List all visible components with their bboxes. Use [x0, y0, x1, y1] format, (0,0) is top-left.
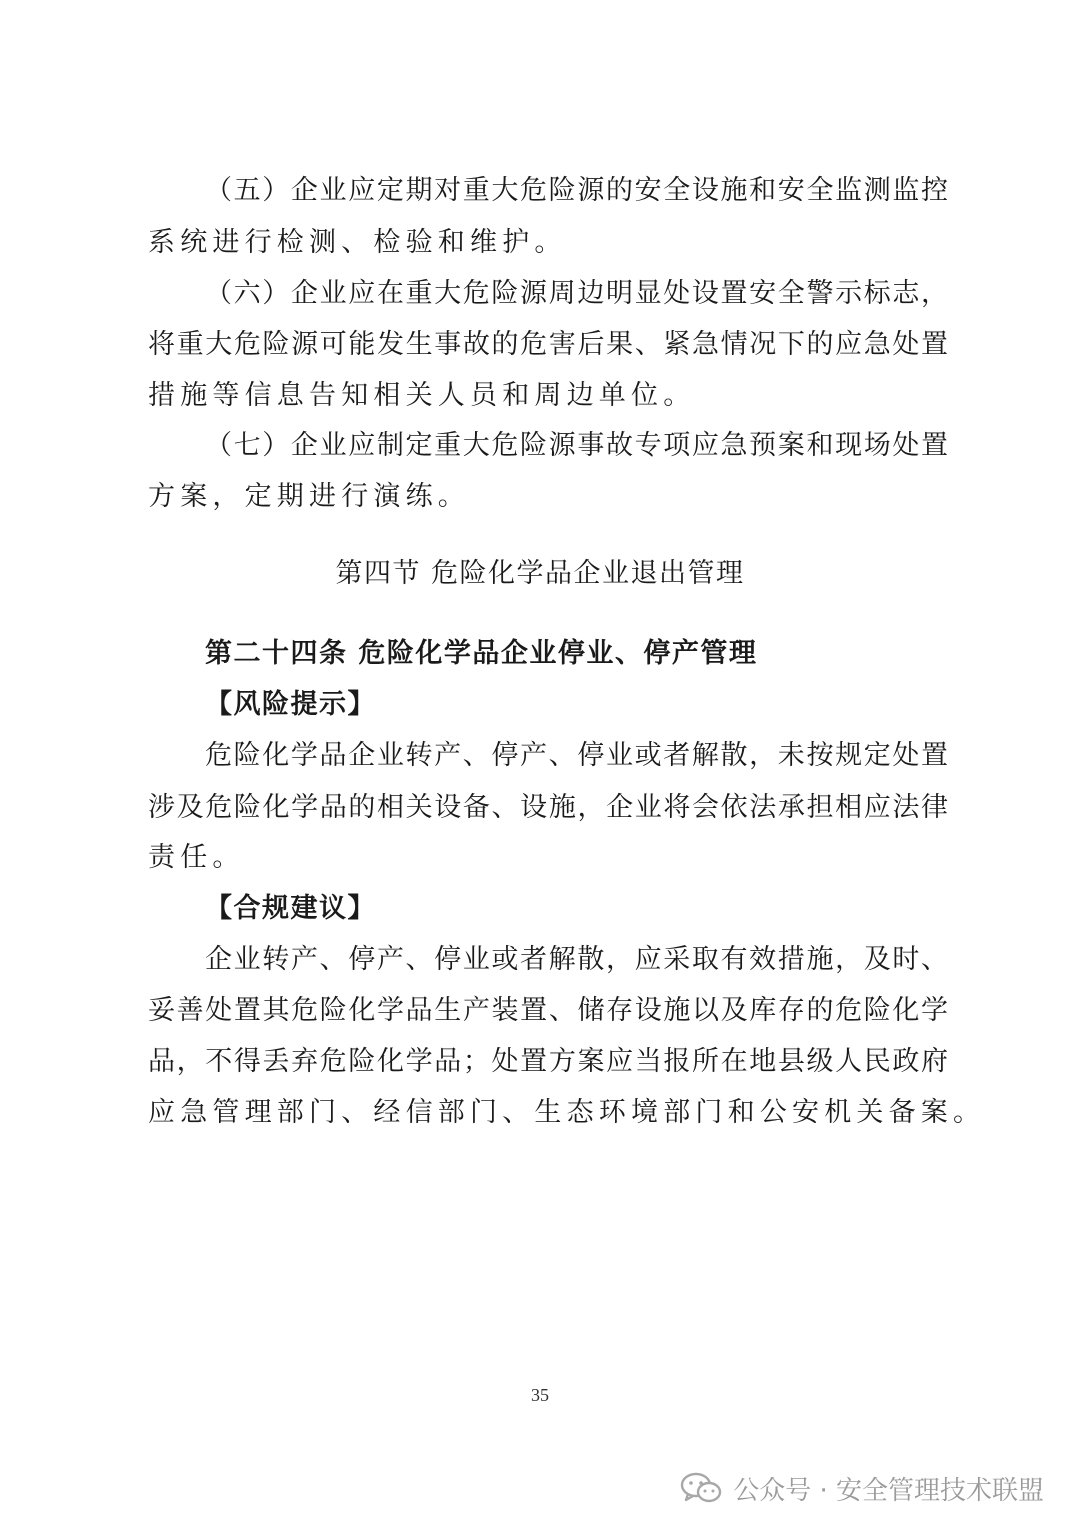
text-line: 系统进行检测、检验和维护。 — [148, 227, 567, 258]
text-line: 将重大危险源可能发生事故的危害后果、紧急情况下的应急处置 — [148, 329, 948, 360]
watermark — [679, 1466, 1044, 1510]
text-line: 危险化学品企业转产、停产、停业或者解散，未按规定处置 — [205, 740, 948, 771]
text-line: （五）企业应定期对重大危险源的安全设施和安全监测监控 — [205, 175, 948, 206]
text-line: （七）企业应制定重大危险源事故专项应急预案和现场处置 — [205, 430, 948, 461]
text-line: 涉及危险化学品的相关设备、设施，企业将会依法承担相应法律 — [148, 792, 948, 823]
article-title: 第二十四条 危险化学品企业停业、停产管理 — [205, 638, 758, 669]
risk-heading: 【风险提示】 — [205, 689, 376, 720]
text-line: 应急管理部门、经信部门、生态环境部门和公安机关备案。 — [148, 1097, 986, 1128]
wechat-icon — [679, 1470, 723, 1506]
section-title: 第四节 危险化学品企业退出管理 — [335, 558, 745, 589]
text-line: 妥善处置其危险化学品生产装置、储存设施以及库存的危险化学 — [148, 995, 948, 1026]
page-number: 35 — [531, 1385, 549, 1405]
advice-heading: 【合规建议】 — [205, 893, 376, 924]
text-line: 方案，定期进行演练。 — [148, 481, 470, 512]
text-line: （六）企业应在重大危险源周边明显处设置安全警示标志， — [205, 278, 948, 309]
text-line: 品，不得丢弃危险化学品；处置方案应当报所在地县级人民政府 — [148, 1046, 948, 1077]
text-line: 措施等信息告知相关人员和周边单位。 — [148, 380, 696, 411]
watermark-text: 公众号 · 安全管理技术联盟 — [733, 1475, 1044, 1506]
text-line: 企业转产、停产、停业或者解散，应采取有效措施，及时、 — [205, 944, 948, 975]
text-line: 责任。 — [148, 842, 245, 873]
